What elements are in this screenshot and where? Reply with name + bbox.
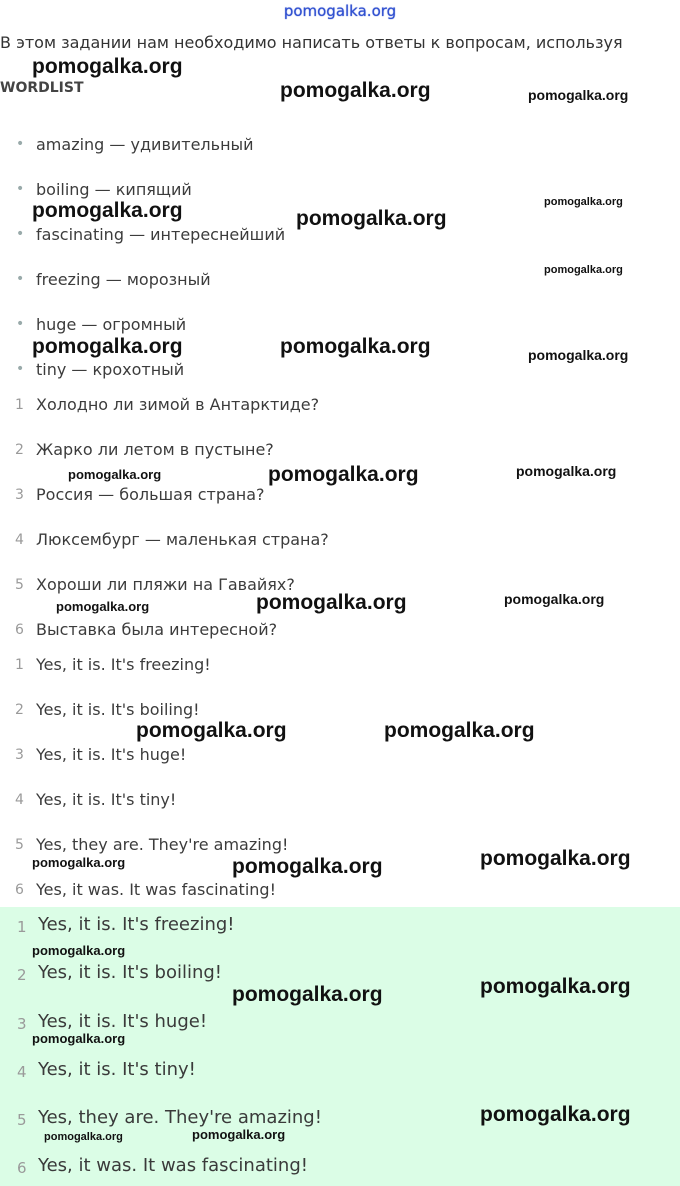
question-number: 6 bbox=[15, 622, 24, 638]
watermark: pomogalka.org bbox=[480, 975, 631, 998]
wordlist-item: freezing — морозный bbox=[36, 270, 211, 289]
bullet-icon: • bbox=[16, 181, 25, 197]
watermark: pomogalka.org bbox=[544, 196, 623, 208]
watermark: pomogalka.org bbox=[32, 335, 183, 358]
question-text: Россия — большая страна? bbox=[36, 485, 265, 504]
watermark: pomogalka.org bbox=[516, 463, 617, 479]
answer-number: 1 bbox=[15, 657, 24, 673]
final-answer-text: Yes, it was. It was fascinating! bbox=[38, 1155, 308, 1176]
watermark: pomogalka.org bbox=[544, 264, 623, 276]
final-answer-text: Yes, they are. They're amazing! bbox=[38, 1107, 322, 1128]
watermark: pomogalka.org bbox=[280, 335, 431, 358]
watermark: pomogalka.org bbox=[192, 1127, 286, 1142]
watermark: pomogalka.org bbox=[232, 855, 383, 878]
watermark: pomogalka.org bbox=[136, 719, 287, 742]
watermark: pomogalka.org bbox=[480, 1103, 631, 1126]
answer-text: Yes, it is. It's tiny! bbox=[36, 790, 177, 809]
watermark: pomogalka.org bbox=[232, 983, 383, 1006]
watermark: pomogalka.org bbox=[44, 1131, 123, 1143]
watermark: pomogalka.org bbox=[480, 847, 631, 870]
watermark: pomogalka.org bbox=[56, 599, 150, 614]
watermark: pomogalka.org bbox=[268, 463, 419, 486]
wordlist-item: tiny — крохотный bbox=[36, 360, 185, 379]
question-number: 2 bbox=[15, 442, 24, 458]
final-answer-number: 5 bbox=[17, 1111, 27, 1129]
answer-number: 5 bbox=[15, 837, 24, 853]
intro-text: В этом задании нам необходимо написать ответы к вопросам, используя bbox=[0, 33, 623, 52]
wordlist-title: WORDLIST bbox=[0, 80, 84, 96]
answer-text: Yes, they are. They're amazing! bbox=[36, 835, 289, 854]
answer-number: 6 bbox=[15, 882, 24, 898]
watermark: pomogalka.org bbox=[32, 943, 126, 958]
bullet-icon: • bbox=[16, 136, 25, 152]
site-link[interactable]: pomogalka.org bbox=[283, 2, 397, 20]
final-answer-number: 1 bbox=[17, 918, 27, 936]
question-number: 4 bbox=[15, 532, 24, 548]
question-text: Люксембург — маленькая страна? bbox=[36, 530, 329, 549]
question-number: 3 bbox=[15, 487, 24, 503]
wordlist-item: huge — огромный bbox=[36, 315, 187, 334]
question-number: 1 bbox=[15, 397, 24, 413]
watermark: pomogalka.org bbox=[384, 719, 535, 742]
answer-text: Yes, it is. It's boiling! bbox=[36, 700, 200, 719]
bullet-icon: • bbox=[16, 316, 25, 332]
bullet-icon: • bbox=[16, 361, 25, 377]
watermark: pomogalka.org bbox=[32, 199, 183, 222]
watermark: pomogalka.org bbox=[296, 207, 447, 230]
final-answer-text: Yes, it is. It's huge! bbox=[38, 1011, 208, 1032]
answer-number: 3 bbox=[15, 747, 24, 763]
final-answer-text: Yes, it is. It's tiny! bbox=[38, 1059, 196, 1080]
wordlist-item: fascinating — интереснейший bbox=[36, 225, 286, 244]
watermark: pomogalka.org bbox=[256, 591, 407, 614]
answer-number: 2 bbox=[15, 702, 24, 718]
question-number: 5 bbox=[15, 577, 24, 593]
watermark: pomogalka.org bbox=[32, 55, 183, 78]
bullet-icon: • bbox=[16, 271, 25, 287]
answer-text: Yes, it is. It's huge! bbox=[36, 745, 187, 764]
watermark: pomogalka.org bbox=[280, 79, 431, 102]
question-text: Холодно ли зимой в Антарктиде? bbox=[36, 395, 320, 414]
watermark: pomogalka.org bbox=[528, 347, 629, 363]
watermark: pomogalka.org bbox=[32, 1031, 126, 1046]
watermark: pomogalka.org bbox=[32, 855, 126, 870]
final-answer-number: 2 bbox=[17, 966, 27, 984]
wordlist-item: amazing — удивительный bbox=[36, 135, 254, 154]
watermark: pomogalka.org bbox=[528, 87, 629, 103]
answer-number: 4 bbox=[15, 792, 24, 808]
bullet-icon: • bbox=[16, 226, 25, 242]
answer-text: Yes, it was. It was fascinating! bbox=[36, 880, 276, 899]
final-answer-number: 4 bbox=[17, 1063, 27, 1081]
wordlist-item: boiling — кипящий bbox=[36, 180, 192, 199]
final-answer-number: 6 bbox=[17, 1159, 27, 1177]
question-text: Жарко ли летом в пустыне? bbox=[36, 440, 274, 459]
final-answer-text: Yes, it is. It's boiling! bbox=[38, 962, 223, 983]
question-text: Хороши ли пляжи на Гавайях? bbox=[36, 575, 295, 594]
watermark: pomogalka.org bbox=[504, 591, 605, 607]
final-answer-text: Yes, it is. It's freezing! bbox=[38, 914, 235, 935]
watermark: pomogalka.org bbox=[68, 467, 162, 482]
answer-text: Yes, it is. It's freezing! bbox=[36, 655, 211, 674]
final-answer-number: 3 bbox=[17, 1015, 27, 1033]
question-text: Выставка была интересной? bbox=[36, 620, 278, 639]
